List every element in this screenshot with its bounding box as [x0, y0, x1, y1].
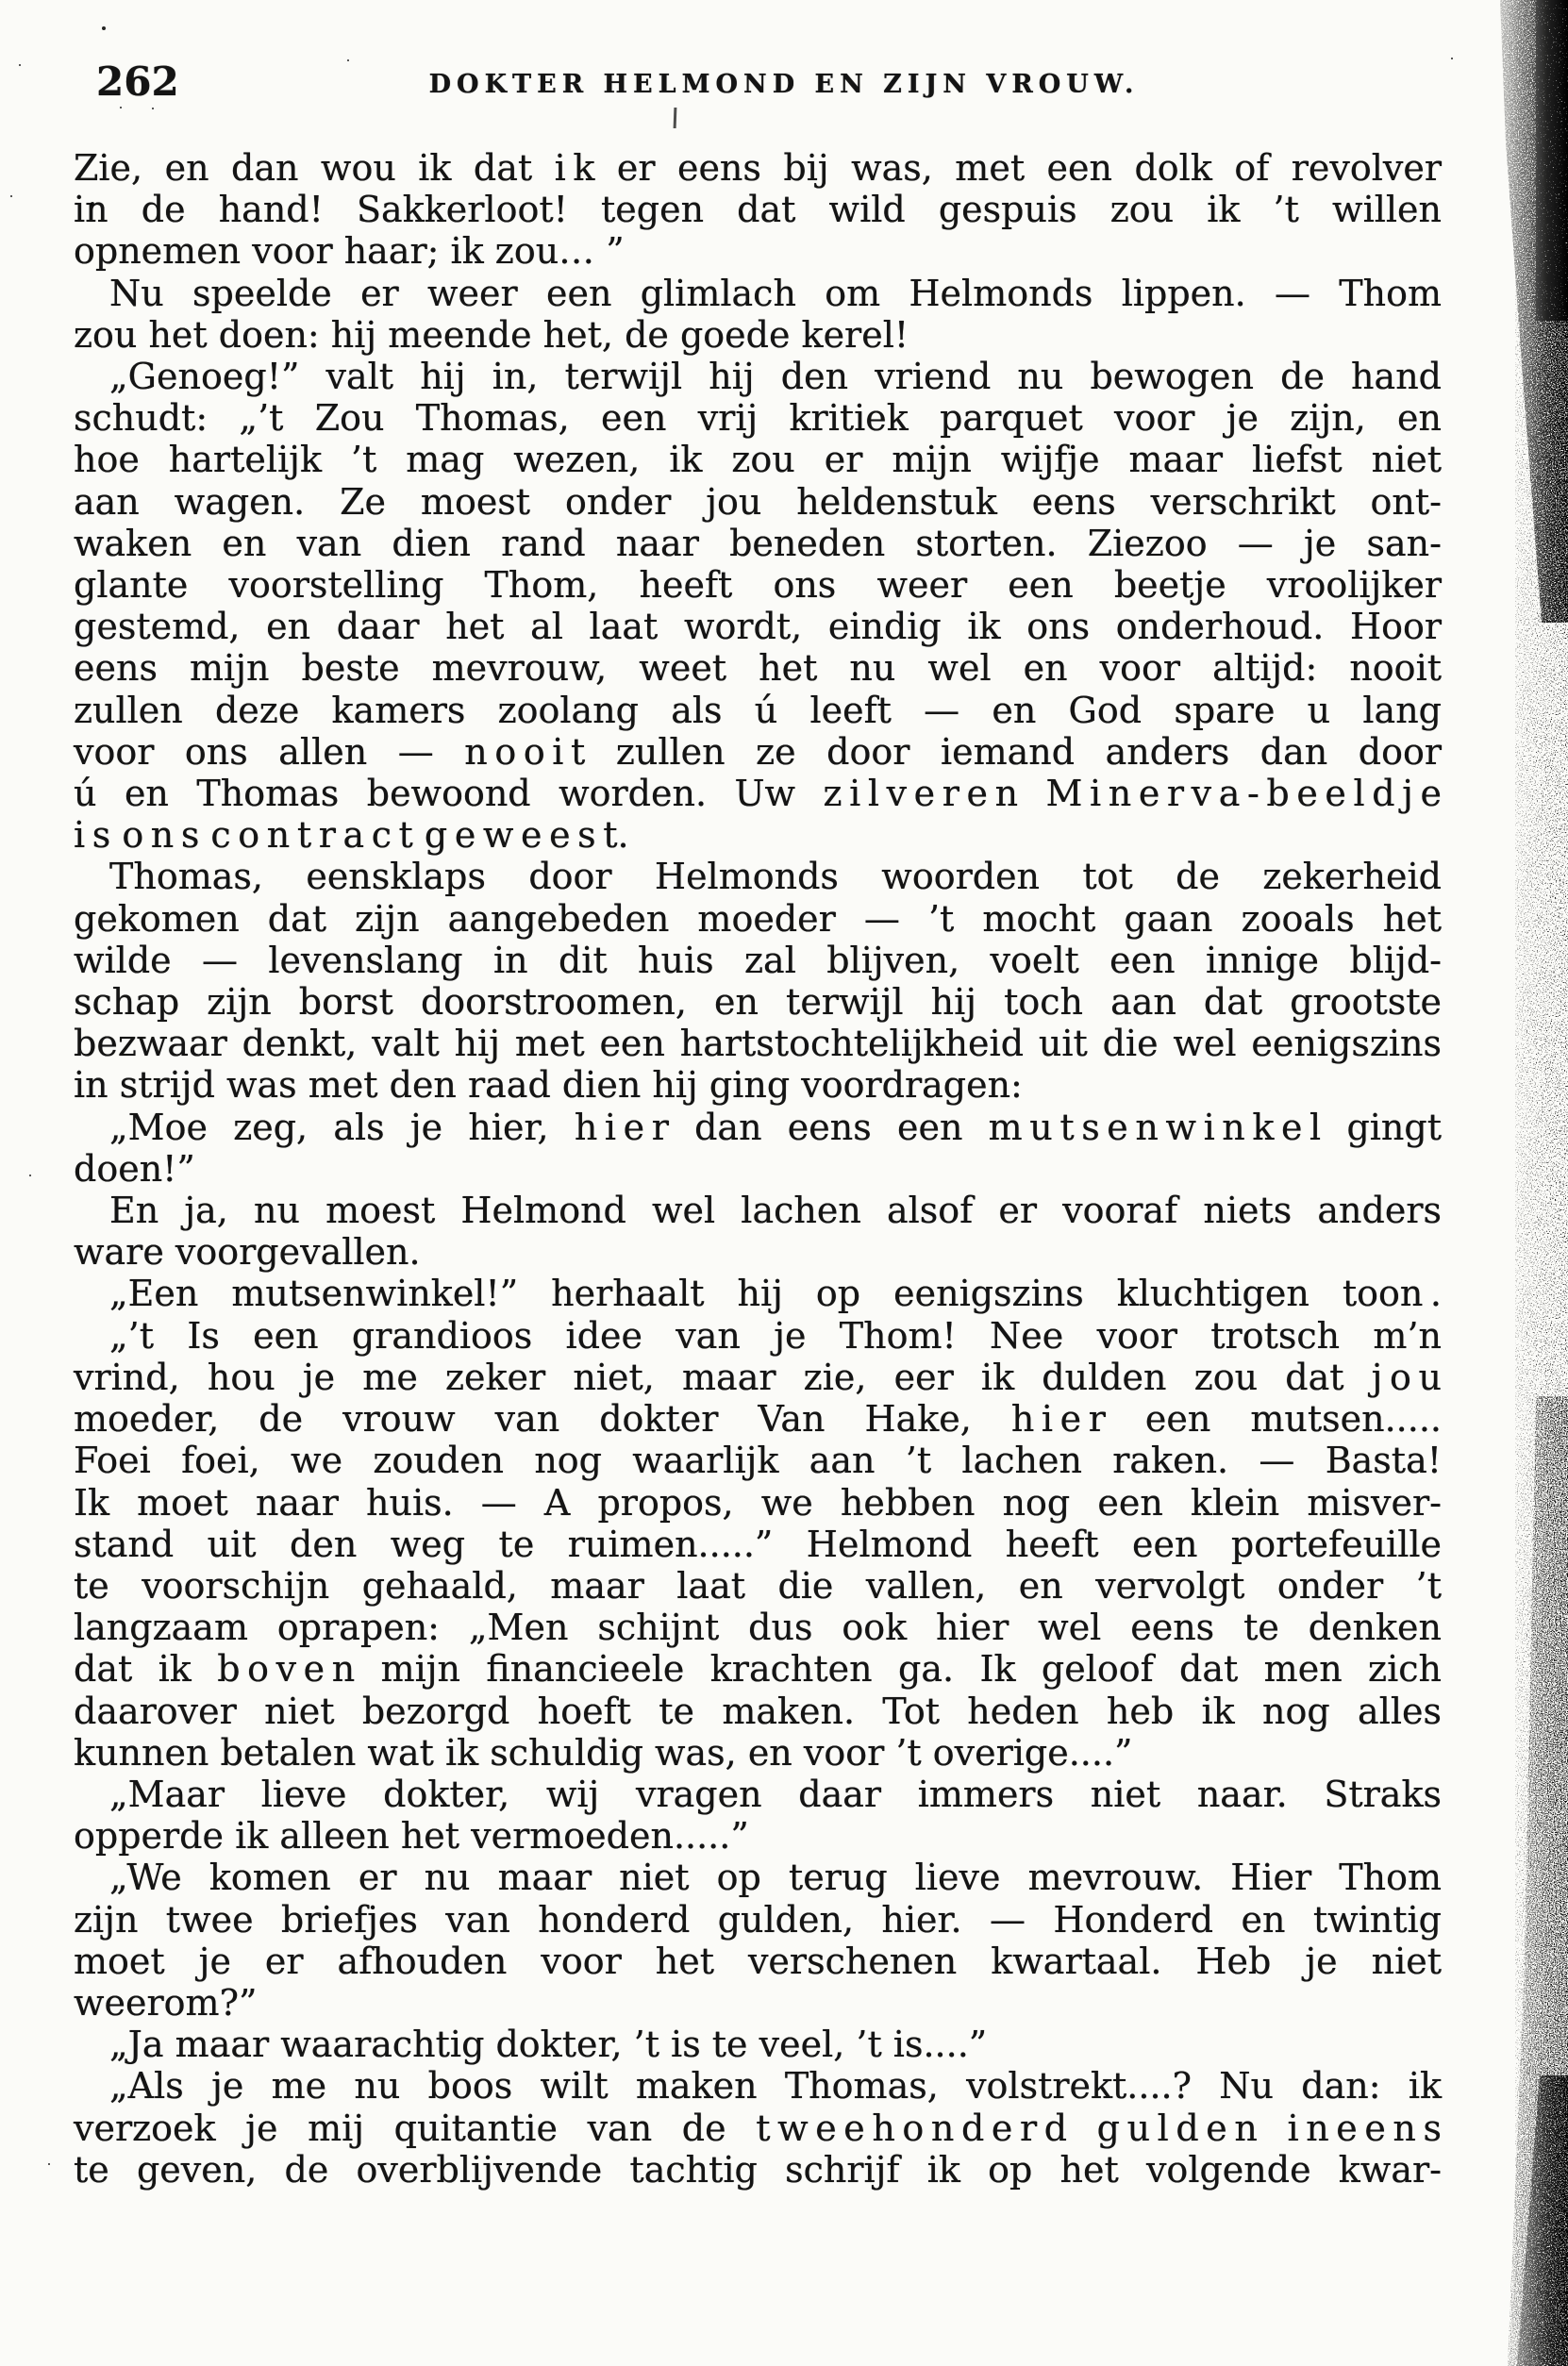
text-line: „Een mutsenwinkel!” herhaalt hij op eenigszins kluchtigen toon . — [109, 1273, 1442, 1315]
text-line: daarover niet bezorgd hoeft te maken. Tot heden heb ik nog alles — [74, 1690, 1442, 1732]
text-line: ú en Thomas bewoond worden. Uw z i l v e r e n M i n e r v a - b e e l d j e — [74, 773, 1442, 815]
text-line: „Moe zeg, als je hier, h i e r dan eens een m u t s e n w i n k e l gingt — [109, 1106, 1442, 1148]
text-line: zou het doen: hij meende het, de goede kerel! — [74, 313, 909, 356]
text-line: doen!” — [74, 1147, 195, 1190]
text-line: glante voorstelling Thom, heeft ons weer een beetje vroolijker — [74, 564, 1442, 607]
text-line: eens mijn beste mevrouw, weet het nu wel en voor altijd: nooit — [74, 647, 1442, 690]
text-line: schudt: „’t Zou Thomas, een vrij kritiek parquet voor je zijn, en — [74, 397, 1442, 440]
text-line: in de hand! Sakkerloot! tegen dat wild gespuis zou ik ’t willen — [74, 189, 1442, 231]
page-text — [74, 147, 1442, 2191]
text-line: moet je er afhouden voor het verschenen kwartaal. Heb je niet — [74, 1940, 1442, 1982]
page-number: 262 — [96, 58, 179, 105]
text-line: wilde — levenslang in dit huis zal blijven, voelt een innige blijd- — [74, 939, 1442, 981]
text-line: te voorschijn gehaald, maar laat die vallen, en vervolgt onder ’t — [74, 1564, 1442, 1607]
text-line: opperde ik alleen het vermoeden.....” — [74, 1815, 749, 1858]
scan-specks — [102, 26, 106, 30]
text-line: „We komen er nu maar niet op terug lieve mevrouw. Hier Thom — [109, 1857, 1442, 1899]
text-line: ware voorgevallen. — [74, 1231, 421, 1274]
text-line: Nu speelde er weer een glimlach om Helmonds lippen. — Thom — [109, 272, 1442, 314]
text-line: langzaam oprapen: „Men schijnt dus ook hier wel eens te denken — [74, 1607, 1442, 1649]
text-line: waken en van dien rand naar beneden storten. Ziezoo — je san- — [74, 522, 1442, 564]
text-line: in strijd was met den raad dien hij ging voordragen: — [74, 1064, 1023, 1107]
text-line: zullen deze kamers zoolang als ú leeft — en God spare u lang — [74, 689, 1442, 731]
text-line: bezwaar denkt, valt hij met een hartstochtelijkheid uit die wel eenigszins — [74, 1023, 1442, 1065]
text-line: Zie, en dan wou ik dat i k er eens bij was, met een dolk of revolver — [74, 147, 1442, 189]
text-line: „Als je me nu boos wilt maken Thomas, volstrekt....? Nu dan: ik — [109, 2065, 1442, 2108]
text-line: te geven, de overblijvende tachtig schrijf ik op het volgende kwar- — [74, 2148, 1442, 2191]
text-line: „Genoeg!” valt hij in, terwijl hij den vriend nu bewogen de hand — [109, 356, 1442, 398]
text-line: opnemen voor haar; ik zou… ” — [74, 230, 625, 273]
text-line: gestemd, en daar het al laat wordt, eindig ik ons onderhoud. Hoor — [74, 606, 1442, 648]
page-edge-noise — [1483, 0, 1568, 2366]
running-title: DOKTER HELMOND EN ZIJN VROUW. — [428, 70, 1140, 99]
text-line: i s o n s c o n t r a c t g e w e e s t. — [74, 814, 629, 857]
page-header — [74, 60, 1442, 113]
text-line: Thomas, eensklaps door Helmonds woorden tot de zekerheid — [109, 856, 1442, 898]
text-line: „Ja maar waarachtig dokter, ’t is te veel, ’t is....” — [109, 2024, 988, 2066]
text-line: „’t Is een grandioos idee van je Thom! Nee voor trotsch m’n — [109, 1314, 1442, 1357]
text-line: Foei foei, we zouden nog waarlijk aan ’t lachen raken. — Basta! — [74, 1440, 1442, 1482]
text-line: voor ons allen — n o o i t zullen ze door iemand anders dan door — [74, 730, 1442, 773]
scan-artifact-tick — [674, 108, 677, 128]
text-line: weerom?” — [74, 1981, 258, 2024]
text-line: Ik moet naar huis. — A propos, we hebben nog een klein misver- — [74, 1481, 1442, 1524]
text-line: vrind, hou je me zeker niet, maar zie, eer ik dulden zou dat j o u — [74, 1356, 1442, 1398]
text-line: aan wagen. Ze moest onder jou heldenstuk eens verschrikt ont- — [74, 480, 1442, 523]
text-line: zijn twee briefjes van honderd gulden, hier. — Honderd en twintig — [74, 1898, 1442, 1941]
text-line: „Maar lieve dokter, wij vragen daar immers niet naar. Straks — [109, 1773, 1442, 1815]
text-line: schap zijn borst doorstroomen, en terwijl hij toch aan dat grootste — [74, 981, 1442, 1024]
text-line: gekomen dat zijn aangebeden moeder — ’t mocht gaan zooals het — [74, 897, 1442, 940]
text-line: En ja, nu moest Helmond wel lachen alsof er vooraf niets anders — [109, 1190, 1442, 1232]
text-line: kunnen betalen wat ik schuldig was, en voor ’t overige....” — [74, 1731, 1133, 1774]
text-line: hoe hartelijk ’t mag wezen, ik zou er mijn wijfje maar liefst niet — [74, 439, 1442, 481]
text-line: verzoek je mij quitantie van de t w e e h o n d e r d g u l d e n i n e e n s — [74, 2107, 1442, 2149]
text-line: dat ik b o v e n mijn financieele krachten ga. Ik geloof dat men zich — [74, 1648, 1442, 1691]
text-line: stand uit den weg te ruimen.....” Helmond heeft een portefeuille — [74, 1523, 1442, 1565]
text-line: moeder, de vrouw van dokter Van Hake, h i e r een mutsen..... — [74, 1398, 1442, 1441]
